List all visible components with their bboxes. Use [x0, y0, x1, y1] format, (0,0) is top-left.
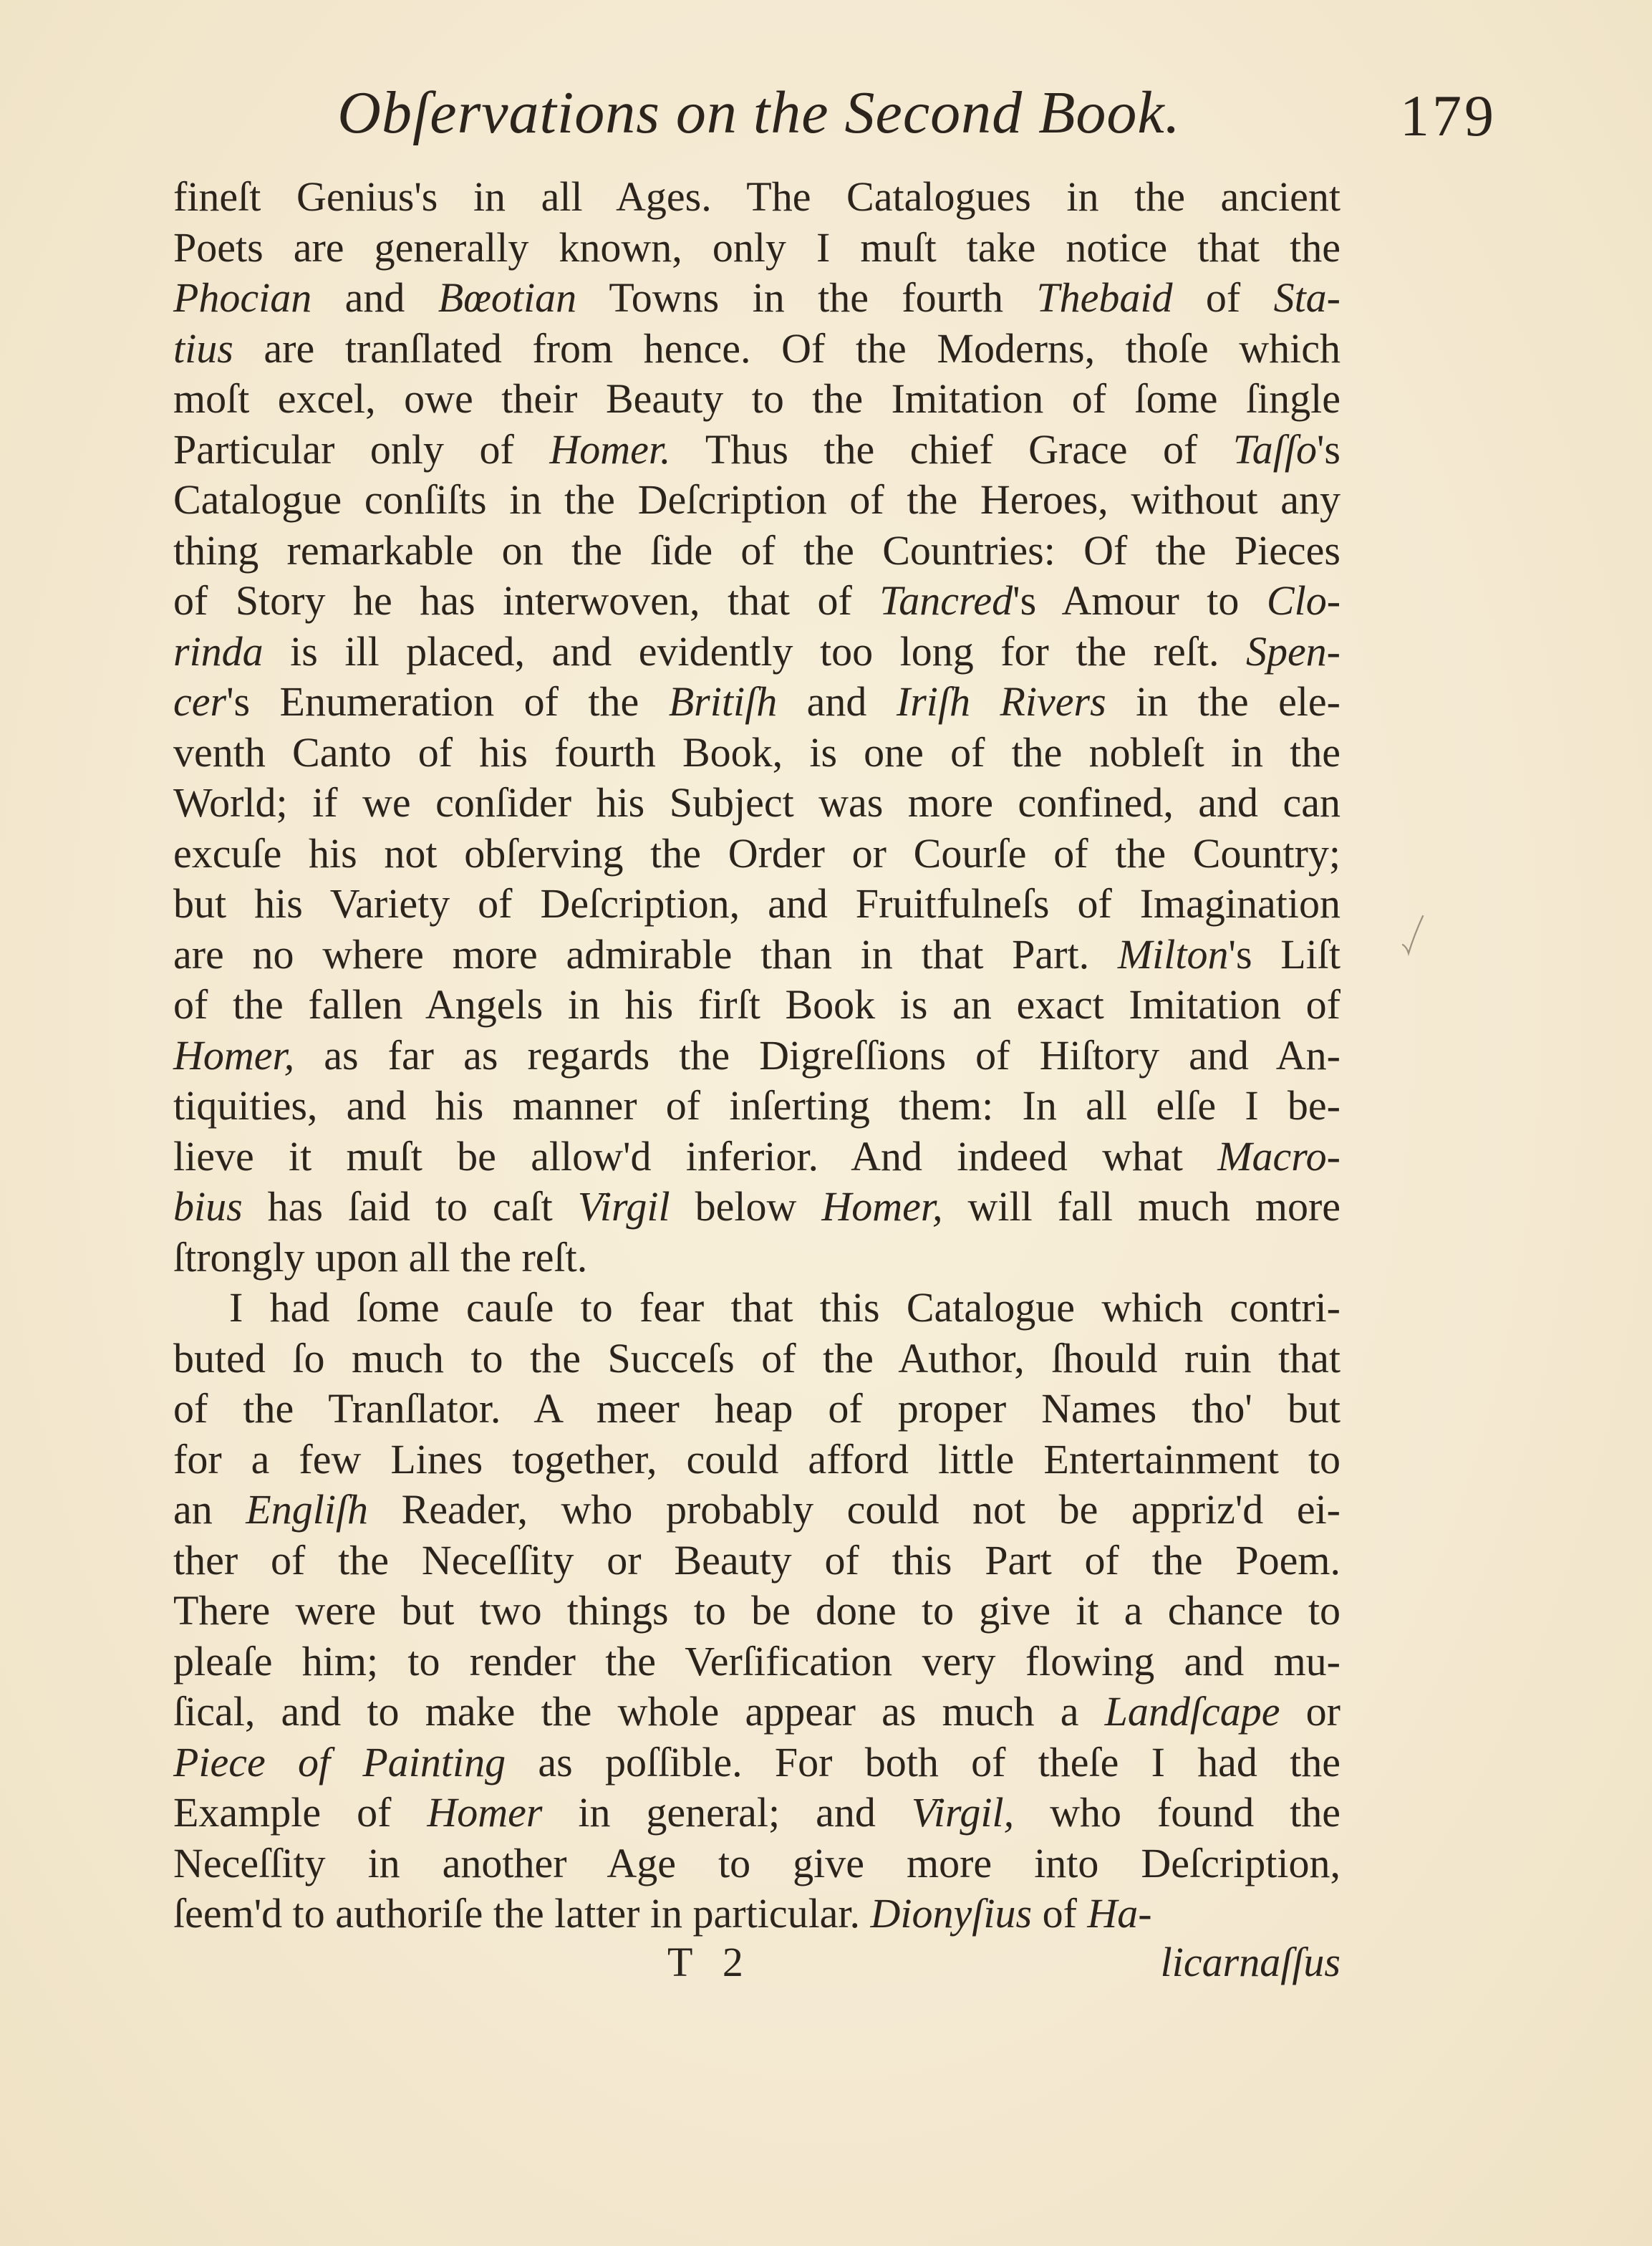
italic-text: bius	[173, 1183, 243, 1230]
text-line	[173, 1081, 1341, 1132]
text-run: excuſe his not obſerving the Order or Courſe of the Country;	[173, 829, 1341, 877]
text-run: moſt excel, owe their Beauty to the Imitation of ſome ſingle	[173, 375, 1341, 422]
text-line	[173, 1182, 1341, 1233]
text-run: Catalogue conſiſts in the Deſcription of the Heroes, without any	[173, 476, 1341, 523]
text-run: 's Enumeration of the	[226, 678, 669, 725]
text-run: are tranſlated from hence. Of the Moderns, thoſe which	[233, 324, 1341, 372]
text-run: who found the	[1014, 1789, 1341, 1836]
text-run: as poſſible. For both of theſe I had the	[506, 1738, 1341, 1785]
text-run: an	[173, 1486, 246, 1533]
text-run: are no where more admirable than in that Part.	[173, 930, 1118, 978]
text-line	[173, 627, 1341, 678]
text-line	[173, 1435, 1341, 1485]
page-footer	[173, 1937, 1341, 1988]
text-run: of	[1032, 1890, 1088, 1937]
italic-text: rinda	[173, 627, 264, 675]
italic-text: Sta-	[1273, 274, 1341, 321]
text-run: and	[311, 274, 438, 321]
text-run: and	[777, 678, 897, 725]
italic-text: Tancred	[879, 577, 1013, 624]
italic-text: Virgil	[577, 1183, 670, 1230]
text-run: below	[670, 1183, 822, 1230]
italic-text: Homer.	[549, 425, 671, 473]
text-run: of Story he has interwoven, that of	[173, 577, 880, 624]
text-line	[173, 1637, 1341, 1687]
margin-check-mark	[1400, 913, 1424, 956]
text-run: of the fallen Angels in his firſt Book is an exact Imitation of	[173, 981, 1341, 1028]
text-run: fineſt Genius's in all Ages. The Catalogues in the ancient	[173, 173, 1341, 220]
text-line	[173, 1687, 1341, 1737]
text-line	[173, 1233, 1341, 1283]
text-run: in the ele-	[1106, 678, 1341, 725]
text-run: Reader, who probably could not be appriz'd ei-	[368, 1486, 1341, 1533]
text-run: in general; and	[542, 1789, 912, 1836]
italic-text: Engliſh	[246, 1486, 369, 1533]
text-run: 's Liſt	[1228, 930, 1341, 978]
text-run: of the Tranſlator. A meer heap of proper Names tho' but	[173, 1385, 1341, 1432]
text-line	[173, 526, 1341, 577]
text-run: Example of	[173, 1789, 428, 1836]
text-line	[173, 1283, 1341, 1334]
italic-text: Britiſh	[668, 678, 778, 725]
italic-text: Milton	[1117, 930, 1229, 978]
italic-text: cer	[173, 678, 227, 725]
text-line	[173, 374, 1341, 425]
text-run: venth Canto of his fourth Book, is one of the nobleſt in the	[173, 728, 1341, 776]
italic-text: Bœotian	[438, 274, 577, 321]
text-line	[173, 1586, 1341, 1637]
catchword: licarnaſſus	[1160, 1939, 1341, 1985]
italic-text: Homer	[427, 1789, 543, 1836]
italic-text: Iriſh Rivers	[896, 678, 1106, 725]
text-line	[173, 1334, 1341, 1384]
text-run: ſtrongly upon all the reſt.	[173, 1233, 588, 1281]
text-line	[173, 1737, 1341, 1788]
text-line	[173, 223, 1341, 274]
text-line	[173, 324, 1341, 375]
text-run: for a few Lines together, could afford little Entertainment to	[173, 1435, 1341, 1483]
text-run: has ſaid to caſt	[242, 1183, 578, 1230]
text-line	[173, 879, 1341, 930]
text-run: I had ſome cauſe to fear that this Catalogue which contri-	[229, 1284, 1341, 1331]
italic-text: Taſſo	[1232, 425, 1317, 473]
text-line	[173, 1788, 1341, 1838]
italic-text: Ha-	[1087, 1890, 1152, 1937]
page-number: 179	[1400, 83, 1497, 148]
text-line	[173, 1031, 1341, 1081]
text-run: of	[1172, 274, 1274, 321]
text-line	[173, 1132, 1341, 1182]
text-line	[173, 930, 1341, 980]
text-run: Poets are generally known, only I muſt take notice that the	[173, 223, 1341, 271]
text-run: ſical, and to make the whole appear as much a	[173, 1688, 1105, 1735]
text-line	[173, 677, 1341, 728]
italic-text: Homer,	[173, 1031, 295, 1079]
text-line	[173, 778, 1341, 829]
text-run: World; if we conſider his Subject was more confined, and can	[173, 779, 1341, 826]
italic-text: Thebaid	[1036, 274, 1173, 321]
body-text	[173, 172, 1341, 1939]
italic-text: Homer,	[821, 1183, 943, 1230]
text-run: tiquities, and his manner of inſerting them: In all elſe I be-	[173, 1082, 1341, 1129]
text-run: buted ſo much to the Succeſs of the Author, ſhould ruin that	[173, 1334, 1341, 1382]
text-line	[173, 475, 1341, 526]
text-line	[173, 829, 1341, 879]
italic-text: Macro-	[1217, 1132, 1341, 1180]
text-line	[173, 425, 1341, 476]
text-run: thing remarkable on the ſide of the Countries: Of the Pieces	[173, 526, 1341, 574]
text-run: or	[1280, 1688, 1341, 1735]
text-run: but his Variety of Deſcription, and Fruitfulneſs of Imagination	[173, 880, 1341, 927]
text-run: ſeem'd to authoriſe the latter in particular.	[173, 1890, 871, 1937]
italic-text: Spen-	[1245, 627, 1341, 675]
italic-text: tius	[173, 324, 233, 372]
text-run: as far as regards the Digreſſions of Hiſtory and An-	[294, 1031, 1341, 1079]
text-line	[173, 728, 1341, 779]
text-line	[173, 1485, 1341, 1536]
text-run: Particular only of	[173, 425, 550, 473]
text-run: 's	[1316, 425, 1341, 473]
text-run: ther of the Neceſſity or Beauty of this Part of the Poem.	[173, 1536, 1341, 1584]
text-line	[173, 273, 1341, 324]
text-run: Neceſſity in another Age to give more into Deſcription,	[173, 1839, 1341, 1886]
italic-text: Dionyſius	[870, 1890, 1033, 1937]
italic-text: Virgil,	[911, 1789, 1015, 1836]
italic-text: Clo-	[1266, 577, 1341, 624]
text-line	[173, 1536, 1341, 1586]
text-run: pleaſe him; to render the Verſification very flowing and mu-	[173, 1637, 1341, 1684]
text-line	[173, 1384, 1341, 1435]
text-line	[173, 1838, 1341, 1889]
text-line	[173, 1889, 1341, 1939]
text-run: lieve it muſt be allow'd inferior. And indeed what	[173, 1132, 1218, 1180]
italic-text: Phocian	[173, 274, 312, 321]
text-run: will fall much more	[942, 1183, 1341, 1230]
running-head: Obſervations on the Second Book.	[337, 79, 1181, 146]
text-line	[173, 576, 1341, 627]
italic-text: Piece of Painting	[173, 1738, 506, 1785]
text-run: There were but two things to be done to give it a chance to	[173, 1587, 1341, 1634]
italic-text: Landſcape	[1104, 1688, 1280, 1735]
signature-mark: T 2	[667, 1939, 753, 1985]
text-run: 's Amour to	[1013, 577, 1267, 624]
text-line	[173, 172, 1341, 223]
text-run: is ill placed, and evidently too long for the reſt.	[263, 627, 1246, 675]
text-run: Towns in the fourth	[576, 274, 1037, 321]
text-line	[173, 980, 1341, 1031]
text-run: Thus the chief Grace of	[670, 425, 1233, 473]
